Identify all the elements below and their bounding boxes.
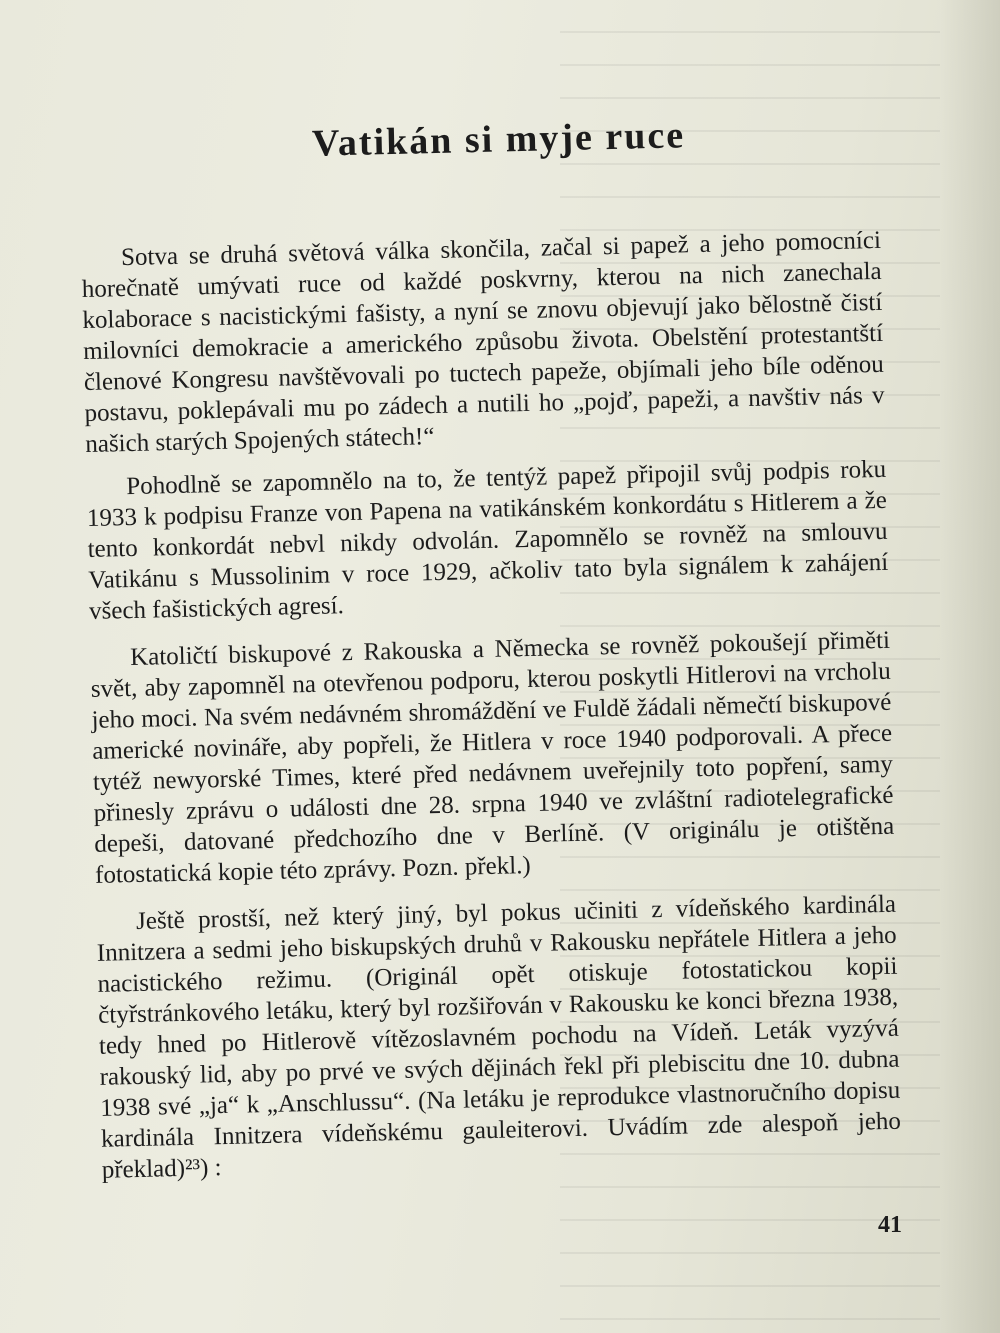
paragraph: Sotva se druhá světová válka skončila, začal si papež a jeho pomocníci horečnatě umývati ruce od každé poskvrny, kterou na nich zanechala kolaborace s nacistickými fašisty, a nyní se znovu objevují jako bělostně čistí milovníci demokracie a amerického způsobu života. Obelstění protestantští členové Kongresu navštěvovali po tuctech papeže, objímali jeho bíle oděnou postavu, poklepávali mu po zádech a nutili ho „pojď, papeži, a navštiv nás v našich starých Spojených státech!“ [81,226,885,458]
page-number: 41 [878,1212,902,1238]
paragraph: Pohodlně se zapomnělo na to, že tentýž papež připojil svůj podpis roku 1933 k podpisu Franze von Papena na vatikánském konkordátu s Hitlerem a že tento konkordát nebvl nikdy odvolán. Zapomnělo se rovněž na smlouvu Vatikánu s Mussolinim v roce 1929, ačkoliv tato byla signálem k zahájení všech fašistických agresí. [86,455,889,625]
chapter-title: Vatikán si myje ruce [311,114,686,165]
paragraph: Ještě prostší, než který jiný, byl pokus učiniti z vídeňského kardinála Innitzera a sedmi jeho biskupských druhů v Rakousku nepřátele Hitlera a jeho nacistického režimu. (Originál opět otiskuje fotostatickou kopii čtyřstránkového letáku, který byl rozšiřován v Rakousku ke konci března 1938, tedy hned po Hitlerově vítězoslavném pochodu na Vídeň. Leták vyzývá rakouský lid, aby po prvé ve svých dějinách řekl při plebiscitu dne 10. dubna 1938 své „ja“ k „Anschlussu“. (Na letáku je reprodukce vlastnoručního dopisu kardinála Innitzera vídeňskému gauleiterovi. Uvádím zde alespoň jeho překlad)²³) : [96,890,902,1184]
text-block [78,109,902,1202]
paragraph: Katoličtí biskupové z Rakouska a Německa se rovněž pokoušejí přiměti svět, aby zapomněl na otevřenou podporu, kterou poskytli Hitlerovi na vrcholu jeho moci. Na svém nedávném shromáždění ve Fuldě žádali němečtí biskupové americké novináře, aby popřeli, že Hitlera v roce 1940 podporovali. A přece tytéž newyorské Times, které před nedávnem uveřejnily toto popření, samy přinesly zprávu o události dne 28. srpna 1940 ve zvláštní radiotelegrafické depeši, datované předchozího dne v Berlíně. (V originálu je otištěna fotostatická kopie této zprávy. Pozn. překl.) [90,626,895,889]
page-curl-shadow [940,0,1000,1333]
